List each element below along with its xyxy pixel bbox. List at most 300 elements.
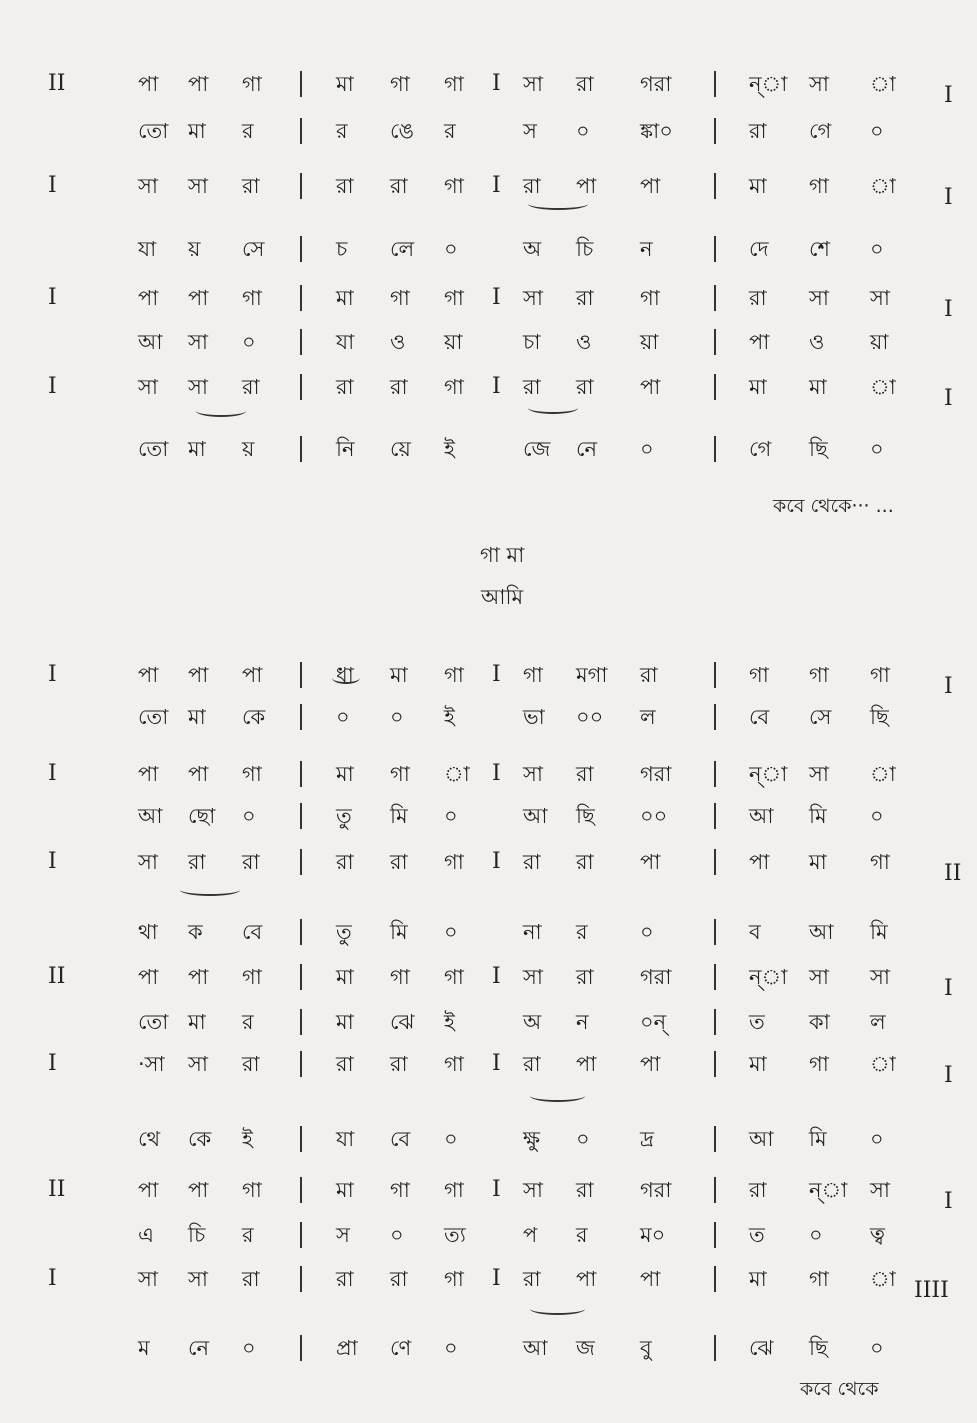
lyric-syllable: বে bbox=[390, 1127, 411, 1151]
measure-divider bbox=[300, 173, 302, 199]
note: মা bbox=[809, 850, 827, 874]
lyric-syllable: ছি bbox=[576, 804, 595, 828]
lyric-syllable: র bbox=[242, 119, 254, 143]
row-end-barline: I bbox=[944, 297, 953, 322]
note: সা bbox=[870, 1178, 890, 1202]
lyric-syllable: থা bbox=[138, 920, 158, 944]
row-end-barline: I bbox=[944, 976, 953, 1001]
note: রা bbox=[749, 286, 767, 310]
row-start-barline: I bbox=[48, 1051, 57, 1076]
lyric-syllable: নে bbox=[576, 437, 598, 461]
lyric-syllable: ই bbox=[444, 437, 455, 461]
lyric-syllable: স bbox=[523, 119, 537, 143]
lyric-syllable: ০ bbox=[242, 330, 256, 354]
lyric-syllable: র bbox=[576, 1223, 588, 1247]
note: রা bbox=[336, 174, 354, 198]
lyric-syllable: ণে bbox=[390, 1336, 412, 1360]
note: মা bbox=[336, 286, 354, 310]
lyric-syllable: শে bbox=[809, 237, 830, 261]
lyric-syllable: ০ bbox=[870, 119, 884, 143]
measure-divider bbox=[300, 761, 302, 787]
measure-divider bbox=[714, 704, 716, 730]
lyric-syllable: অ bbox=[523, 1010, 542, 1034]
note: গা bbox=[444, 965, 464, 989]
lyric-syllable: তো bbox=[138, 705, 169, 729]
note: সা bbox=[138, 1267, 158, 1291]
note: সা bbox=[188, 174, 208, 198]
lyric-syllable: জ bbox=[576, 1336, 595, 1360]
note: গা bbox=[444, 663, 464, 687]
note: গা bbox=[242, 1178, 262, 1202]
measure-divider bbox=[714, 849, 716, 875]
note: সা bbox=[188, 1267, 208, 1291]
note: সা bbox=[523, 286, 543, 310]
row-start-barline: I bbox=[48, 374, 57, 399]
note: গা bbox=[390, 762, 410, 786]
lyric-syllable: ০ bbox=[870, 804, 884, 828]
lyric-syllable: যা bbox=[336, 1127, 355, 1151]
note: রা bbox=[523, 1267, 541, 1291]
measure-divider bbox=[714, 1266, 716, 1292]
measure-divider bbox=[300, 436, 302, 462]
lyric-syllable: তো bbox=[138, 119, 169, 143]
lyric-syllable: ই bbox=[242, 1127, 253, 1151]
measure-divider bbox=[714, 803, 716, 829]
lyric-syllable: তো bbox=[138, 437, 169, 461]
note: সা bbox=[138, 174, 158, 198]
lyric-syllable: ছি bbox=[809, 1336, 828, 1360]
lyric-syllable: থে bbox=[138, 1127, 161, 1151]
lyric-syllable: ০ bbox=[444, 920, 458, 944]
lyric-syllable: ভা bbox=[523, 705, 545, 729]
note: পা bbox=[640, 850, 661, 874]
measure-divider bbox=[300, 1051, 302, 1077]
note: গা bbox=[444, 174, 464, 198]
note: া bbox=[870, 72, 896, 96]
lyric-syllable: রা bbox=[749, 119, 767, 143]
note: সা bbox=[523, 965, 543, 989]
note: সা bbox=[138, 375, 158, 399]
lyric-syllable: চি bbox=[188, 1223, 206, 1247]
note: পা bbox=[188, 72, 209, 96]
slur-mark bbox=[196, 405, 246, 417]
half-measure-marker: I bbox=[492, 964, 501, 989]
half-measure-marker: I bbox=[492, 1051, 501, 1076]
measure-divider bbox=[714, 329, 716, 355]
lyric-syllable: ০ bbox=[390, 1223, 404, 1247]
slur-mark bbox=[180, 884, 240, 896]
lyric-syllable: ছি bbox=[870, 705, 889, 729]
lyric-syllable: মা bbox=[188, 119, 206, 143]
note: রা bbox=[242, 1267, 260, 1291]
measure-divider bbox=[714, 964, 716, 990]
lyric-syllable: ও bbox=[809, 330, 825, 354]
note: গা bbox=[749, 663, 769, 687]
lyric-syllable: ম০ bbox=[640, 1223, 666, 1247]
note: গা bbox=[444, 375, 464, 399]
note: মা bbox=[336, 1178, 354, 1202]
lyric-syllable: চা bbox=[523, 330, 541, 354]
lyric-syllable: র bbox=[336, 119, 348, 143]
row-start-barline: I bbox=[48, 849, 57, 874]
lyric-syllable: ০ bbox=[444, 804, 458, 828]
lyric-syllable: সে bbox=[242, 237, 265, 261]
note: মগা bbox=[576, 663, 608, 687]
note: রা bbox=[242, 1052, 260, 1076]
note: রা bbox=[188, 850, 206, 874]
half-measure-marker: I bbox=[492, 285, 501, 310]
lyric-syllable: কে bbox=[188, 1127, 212, 1151]
lyric-syllable: র bbox=[242, 1010, 254, 1034]
lyric-syllable: ত্ব bbox=[870, 1223, 885, 1247]
note: রা bbox=[576, 850, 594, 874]
note: পা bbox=[576, 1267, 597, 1291]
lyric-syllable: ঝে bbox=[749, 1336, 774, 1360]
note: পা bbox=[138, 72, 159, 96]
lyric-syllable: আ bbox=[809, 920, 834, 944]
lyric-syllable: মা bbox=[188, 437, 206, 461]
note: মা bbox=[749, 174, 767, 198]
measure-divider bbox=[300, 329, 302, 355]
measure-divider bbox=[714, 236, 716, 262]
note: রা bbox=[749, 1178, 767, 1202]
lyric-syllable: ত bbox=[749, 1223, 765, 1247]
row-end-barline: I bbox=[944, 674, 953, 699]
measure-divider bbox=[714, 761, 716, 787]
lyric-syllable: যা bbox=[138, 237, 157, 261]
lyric-syllable: ০ bbox=[576, 119, 590, 143]
lyric-syllable: ম bbox=[138, 1336, 150, 1360]
measure-divider bbox=[300, 1266, 302, 1292]
note: া bbox=[870, 174, 896, 198]
lyric-syllable: মা bbox=[188, 705, 206, 729]
lyric-syllable: ও bbox=[576, 330, 592, 354]
measure-divider bbox=[300, 803, 302, 829]
lyric-syllable: ০ bbox=[336, 705, 350, 729]
lyric-syllable: য়া bbox=[444, 330, 463, 354]
lyric-syllable: প bbox=[523, 1223, 538, 1247]
note: রা bbox=[390, 850, 408, 874]
note: গা bbox=[242, 965, 262, 989]
measure-divider bbox=[714, 1126, 716, 1152]
measure-divider bbox=[300, 1126, 302, 1152]
note: সা bbox=[188, 1052, 208, 1076]
row-end-barline: I bbox=[944, 386, 953, 411]
lyric-syllable: প্রা bbox=[336, 1336, 358, 1360]
note: পা bbox=[188, 1178, 209, 1202]
note: রা bbox=[576, 375, 594, 399]
row-end-barline: I bbox=[944, 83, 953, 108]
note: গা bbox=[444, 1267, 464, 1291]
lyric-syllable: ০ bbox=[640, 437, 654, 461]
note: সা bbox=[809, 72, 829, 96]
measure-divider bbox=[714, 173, 716, 199]
lyric-syllable: জে bbox=[523, 437, 551, 461]
note: ধা bbox=[336, 663, 354, 687]
lyric-syllable: ই bbox=[444, 1010, 455, 1034]
note: পা bbox=[749, 850, 770, 874]
note: া bbox=[870, 1052, 896, 1076]
note: পা bbox=[138, 663, 159, 687]
note: রা bbox=[390, 375, 408, 399]
note: রা bbox=[390, 1052, 408, 1076]
lyric-syllable: অ bbox=[523, 237, 542, 261]
note: রা bbox=[576, 1178, 594, 1202]
note: সা bbox=[523, 72, 543, 96]
lyric-syllable: ক্ষু bbox=[523, 1127, 541, 1151]
note: রা bbox=[523, 1052, 541, 1076]
lyric-syllable: এ bbox=[138, 1223, 154, 1247]
half-measure-marker: I bbox=[492, 1266, 501, 1291]
lyric-syllable: মি bbox=[870, 920, 888, 944]
lyric-syllable: ন bbox=[576, 1010, 589, 1034]
note: গা bbox=[870, 663, 890, 687]
lyric-syllable: ক bbox=[188, 920, 203, 944]
note: গা bbox=[444, 72, 464, 96]
note: গা bbox=[242, 72, 262, 96]
note: া bbox=[870, 375, 896, 399]
note: া bbox=[870, 762, 896, 786]
note: সা bbox=[809, 965, 829, 989]
measure-divider bbox=[300, 236, 302, 262]
note: গা bbox=[444, 850, 464, 874]
lyric-syllable: ০ bbox=[444, 1336, 458, 1360]
note: সা bbox=[138, 850, 158, 874]
lyric-syllable: য়ে bbox=[390, 437, 411, 461]
note: রা bbox=[336, 850, 354, 874]
lyric-syllable: র bbox=[444, 119, 456, 143]
note: রা bbox=[242, 174, 260, 198]
note: মা bbox=[809, 375, 827, 399]
lyric-syllable: গে bbox=[749, 437, 772, 461]
note: পা bbox=[138, 965, 159, 989]
half-measure-marker: I bbox=[492, 849, 501, 874]
lyric-syllable: ছি bbox=[809, 437, 828, 461]
lyric-syllable: চ bbox=[336, 237, 348, 261]
lyric-syllable: আ bbox=[523, 804, 548, 828]
note: গা bbox=[809, 1052, 829, 1076]
slur-mark bbox=[530, 1090, 585, 1102]
note: গা bbox=[444, 286, 464, 310]
lyric-syllable: ০ bbox=[870, 437, 884, 461]
row-end-barline: I bbox=[944, 1189, 953, 1214]
note: গরা bbox=[640, 762, 672, 786]
note: রা bbox=[523, 850, 541, 874]
lyric-syllable: তো bbox=[138, 1010, 169, 1034]
lyric-syllable: দে bbox=[749, 237, 769, 261]
lyric-syllable: সা bbox=[188, 330, 208, 354]
row-start-barline: I bbox=[48, 285, 57, 310]
measure-divider bbox=[300, 704, 302, 730]
lyric-syllable: আ bbox=[749, 1127, 774, 1151]
lyric-syllable: ০ bbox=[640, 920, 654, 944]
note: গা bbox=[444, 1052, 464, 1076]
lyric-syllable: মি bbox=[390, 804, 408, 828]
lyric-syllable: আ bbox=[138, 330, 163, 354]
half-measure-marker: I bbox=[492, 761, 501, 786]
lyric-syllable: ন bbox=[640, 237, 653, 261]
note: মা bbox=[336, 965, 354, 989]
note: ন্া bbox=[749, 72, 788, 96]
note: গা bbox=[523, 663, 543, 687]
lyric-syllable: নি bbox=[336, 437, 355, 461]
row-start-barline: II bbox=[48, 71, 66, 96]
note: রা bbox=[336, 375, 354, 399]
measure-divider bbox=[714, 1051, 716, 1077]
lyric-syllable: ০০ bbox=[640, 804, 668, 828]
row-start-barline: I bbox=[48, 173, 57, 198]
note: গা bbox=[390, 286, 410, 310]
measure-divider bbox=[300, 964, 302, 990]
note: গা bbox=[444, 1178, 464, 1202]
lyric-syllable: স bbox=[336, 1223, 350, 1247]
half-measure-marker: I bbox=[492, 374, 501, 399]
note: রা bbox=[523, 375, 541, 399]
note: ন্া bbox=[749, 762, 788, 786]
lyric-syllable: ০ bbox=[390, 705, 404, 729]
lyric-syllable: আ bbox=[138, 804, 163, 828]
lyric-syllable: য়া bbox=[640, 330, 659, 354]
measure-divider bbox=[714, 285, 716, 311]
lyric-syllable: দ্র bbox=[640, 1127, 654, 1151]
lyric-syllable: বে bbox=[749, 705, 770, 729]
note: মা bbox=[336, 72, 354, 96]
note: গা bbox=[870, 850, 890, 874]
note: পা bbox=[640, 174, 661, 198]
note: গা bbox=[390, 1178, 410, 1202]
lyric-syllable: ০০ bbox=[576, 705, 604, 729]
slur-mark bbox=[528, 402, 578, 414]
measure-divider bbox=[300, 118, 302, 144]
note: পা bbox=[242, 663, 263, 687]
note: গা bbox=[809, 663, 829, 687]
measure-divider bbox=[300, 1009, 302, 1035]
lyric-syllable: মি bbox=[390, 920, 408, 944]
note: সা bbox=[523, 1178, 543, 1202]
measure-divider bbox=[714, 374, 716, 400]
lyric-syllable: তু bbox=[336, 920, 352, 944]
row-end-barline: IIII bbox=[914, 1278, 949, 1303]
measure-divider bbox=[714, 662, 716, 688]
measure-divider bbox=[300, 919, 302, 945]
note: পা bbox=[188, 965, 209, 989]
row-end-barline: I bbox=[944, 185, 953, 210]
note: রা bbox=[576, 72, 594, 96]
note: পা bbox=[188, 762, 209, 786]
lyric-syllable: ০ bbox=[809, 1223, 823, 1247]
lyric-syllable: ব bbox=[749, 920, 761, 944]
slur-mark bbox=[332, 672, 360, 684]
measure-divider bbox=[714, 436, 716, 462]
measure-divider bbox=[300, 1222, 302, 1248]
note: রা bbox=[576, 286, 594, 310]
note: মা bbox=[336, 762, 354, 786]
lyric-syllable: ছো bbox=[188, 804, 216, 828]
half-measure-marker: I bbox=[492, 662, 501, 687]
section-1-footer: কবে থেকে··· ... bbox=[773, 495, 894, 517]
half-measure-marker: I bbox=[492, 173, 501, 198]
note: পা bbox=[640, 375, 661, 399]
note: ন্া bbox=[749, 965, 788, 989]
note: ন্া bbox=[809, 1178, 848, 1202]
note: পা bbox=[188, 663, 209, 687]
note: গা bbox=[390, 965, 410, 989]
note: পা bbox=[640, 1267, 661, 1291]
lyric-syllable: ও bbox=[390, 330, 406, 354]
lyric-syllable: পা bbox=[749, 330, 770, 354]
note: গরা bbox=[640, 965, 672, 989]
lyric-syllable: র bbox=[576, 920, 588, 944]
note: গরা bbox=[640, 1178, 672, 1202]
measure-divider bbox=[714, 1222, 716, 1248]
row-start-barline: I bbox=[48, 662, 57, 687]
measure-divider bbox=[714, 1335, 716, 1361]
row-end-barline: I bbox=[944, 1063, 953, 1088]
lyric-syllable: ই bbox=[444, 705, 455, 729]
lyric-syllable: আ bbox=[523, 1336, 548, 1360]
measure-divider bbox=[300, 285, 302, 311]
lyric-syllable: ০ bbox=[444, 1127, 458, 1151]
note: গা bbox=[809, 1267, 829, 1291]
slur-mark bbox=[530, 1303, 585, 1315]
lyric-syllable: আ bbox=[749, 804, 774, 828]
measure-divider bbox=[714, 118, 716, 144]
measure-divider bbox=[300, 374, 302, 400]
lyric-syllable: ০ bbox=[242, 804, 256, 828]
lyric-syllable: ঝে bbox=[390, 1010, 415, 1034]
note: সা bbox=[809, 286, 829, 310]
half-measure-marker: I bbox=[492, 71, 501, 96]
lyric-syllable: ল bbox=[870, 1010, 886, 1034]
lyric-syllable: মা bbox=[188, 1010, 206, 1034]
lyric-syllable: মি bbox=[809, 1127, 827, 1151]
lyric-syllable: য় bbox=[188, 237, 201, 261]
measure-divider bbox=[714, 919, 716, 945]
lyric-syllable: ০ bbox=[870, 1127, 884, 1151]
lyric-syllable: তু bbox=[336, 804, 352, 828]
note: রা bbox=[242, 375, 260, 399]
lyric-syllable: চি bbox=[576, 237, 594, 261]
note: পা bbox=[188, 286, 209, 310]
note: মা bbox=[749, 1267, 767, 1291]
note: মা bbox=[749, 1052, 767, 1076]
lyric-syllable: মি bbox=[809, 804, 827, 828]
note: সা bbox=[809, 762, 829, 786]
row-start-barline: II bbox=[48, 1177, 66, 1202]
note: সা bbox=[870, 965, 890, 989]
note: া bbox=[870, 1267, 896, 1291]
lyric-syllable: কা bbox=[809, 1010, 830, 1034]
lyric-syllable: কে bbox=[242, 705, 266, 729]
lyric-syllable: না bbox=[523, 920, 542, 944]
measure-divider bbox=[300, 662, 302, 688]
note: পা bbox=[138, 286, 159, 310]
half-measure-marker: I bbox=[492, 1177, 501, 1202]
lyric-syllable: ল bbox=[640, 705, 656, 729]
lyric-syllable: য়া bbox=[870, 330, 889, 354]
note: গরা bbox=[640, 72, 672, 96]
note: পা bbox=[576, 1052, 597, 1076]
lyric-syllable: মা bbox=[336, 1010, 354, 1034]
measure-divider bbox=[300, 71, 302, 97]
note: পা bbox=[576, 174, 597, 198]
note: সা bbox=[188, 375, 208, 399]
measure-divider bbox=[300, 1177, 302, 1203]
row-start-barline: I bbox=[48, 761, 57, 786]
lyric-syllable: গে bbox=[809, 119, 832, 143]
note: মা bbox=[749, 375, 767, 399]
row-end-barline: II bbox=[944, 861, 962, 886]
